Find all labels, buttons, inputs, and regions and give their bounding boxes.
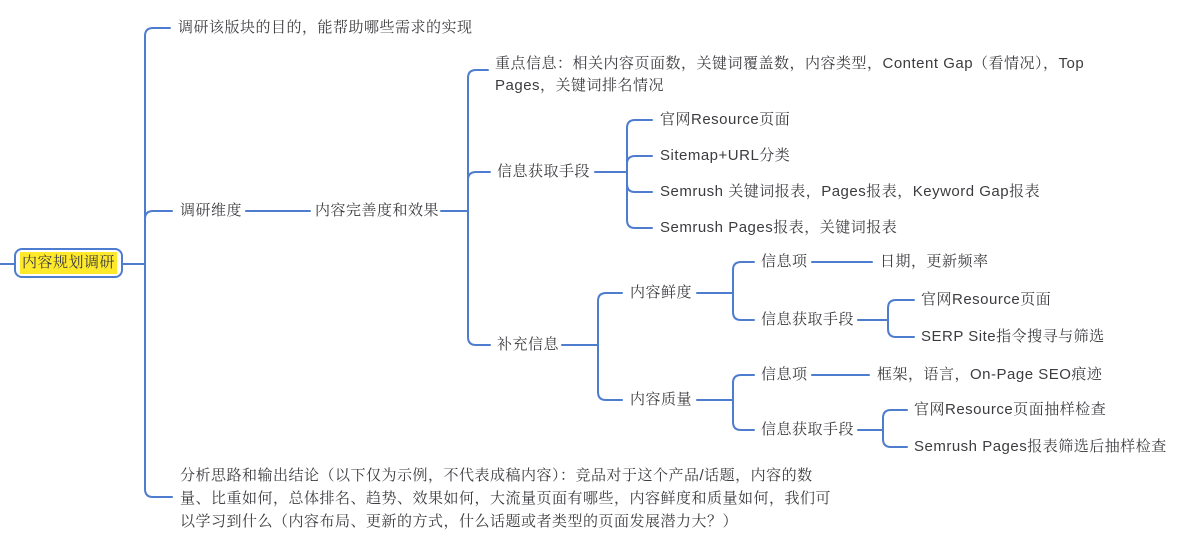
node-purpose[interactable]: 调研该版块的目的，能帮助哪些需求的实现: [178, 19, 473, 36]
connector-line: [468, 211, 490, 345]
connector-line: [733, 400, 754, 430]
node-supplement-info[interactable]: 补充信息: [497, 336, 560, 353]
node-key-info[interactable]: 重点信息：相关内容页面数，关键词覆盖数，内容类型，Content Gap（看情况），Top Pages，关键词排名情况: [495, 55, 1085, 94]
root-highlight-label: 内容规划调研: [20, 252, 117, 274]
node-quality-info-value[interactable]: 框架，语言，On-Page SEO痕迹: [877, 366, 1103, 383]
node-analysis-conclusion[interactable]: 分析思路和输出结论（以下仅为示例，不代表成稿内容）：竞品对于这个产品/话题，内容的数量、比重如何，总体排名、趋势、效果如何，大流量页面有哪些，内容鲜度和质量如何，我们可以学习到什么（内容布局、更新的方式，什么话题或者类型的页面发展潜力大？）: [180, 467, 832, 530]
node-research-dimension[interactable]: 调研维度: [180, 202, 243, 219]
connector-line: [733, 375, 754, 400]
connector-line: [627, 172, 652, 192]
connector-line: [468, 172, 490, 211]
node-root[interactable]: [14, 248, 123, 278]
connector-line: [145, 211, 172, 264]
connector-line: [468, 70, 488, 211]
connector-line: [627, 120, 652, 172]
node-semrush-filter-sampling[interactable]: Semrush Pages报表筛选后抽样检查: [914, 438, 1167, 455]
connector-line: [883, 410, 907, 430]
connector-line: [145, 28, 170, 264]
connector-line: [888, 300, 914, 320]
node-official-resource-page[interactable]: 官网Resource页面: [660, 111, 791, 128]
connector-line: [883, 430, 907, 447]
connector-line: [733, 262, 754, 293]
node-sitemap-url[interactable]: Sitemap+URL分类: [660, 147, 791, 164]
connector-line: [598, 293, 622, 345]
connector-line: [888, 320, 914, 337]
node-content-quality[interactable]: 内容质量: [630, 391, 693, 408]
connector-line: [598, 345, 622, 400]
node-content-completeness[interactable]: 内容完善度和效果: [315, 202, 440, 219]
node-content-freshness[interactable]: 内容鲜度: [630, 284, 693, 301]
node-freshness-info-value[interactable]: 日期，更新频率: [880, 253, 989, 270]
node-semrush-keyword-reports[interactable]: Semrush 关键词报表，Pages报表，Keyword Gap报表: [660, 183, 1041, 200]
node-freshness-official-resource[interactable]: 官网Resource页面: [921, 291, 1052, 308]
node-freshness-info-item[interactable]: 信息项: [761, 253, 808, 270]
connector-line: [627, 172, 652, 228]
connector-line: [627, 156, 652, 172]
node-quality-acquisition[interactable]: 信息获取手段: [761, 421, 855, 438]
connector-line: [733, 293, 754, 320]
node-quality-info-item[interactable]: 信息项: [761, 366, 808, 383]
node-acquisition-methods[interactable]: 信息获取手段: [497, 163, 591, 180]
node-quality-sampling-check[interactable]: 官网Resource页面抽样检查: [914, 401, 1107, 418]
node-freshness-acquisition[interactable]: 信息获取手段: [761, 311, 855, 328]
connector-line: [145, 264, 172, 497]
node-semrush-pages-reports[interactable]: Semrush Pages报表，关键词报表: [660, 219, 898, 236]
node-serp-site-search[interactable]: SERP Site指令搜寻与筛选: [921, 328, 1105, 345]
